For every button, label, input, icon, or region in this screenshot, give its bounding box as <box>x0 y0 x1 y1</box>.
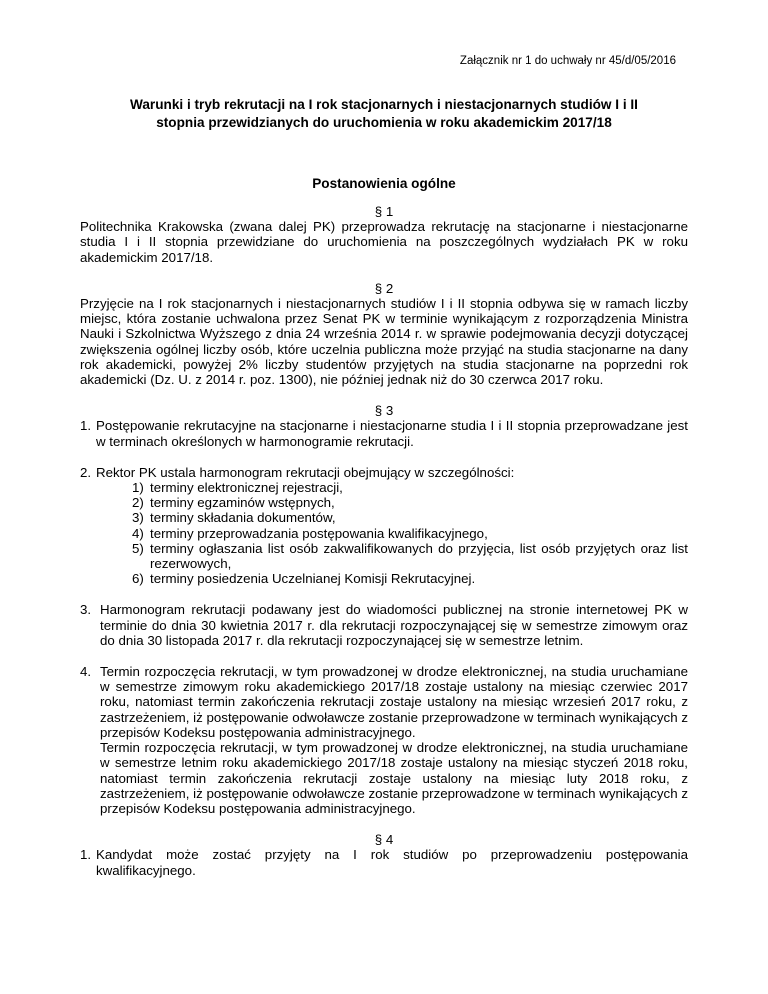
point-3-3 <box>80 602 688 648</box>
list-item-text: terminy składania dokumentów, <box>150 510 336 526</box>
document-title <box>80 96 688 132</box>
point-number: 1. <box>80 418 92 434</box>
paragraph-1-text: Politechnika Krakowska (zwana dalej PK) przeprowadza rekrutację na stacjonarne i niestacjonarne studia I i II stopnia przewidziane do uruchomienia na poszczególnych wydziałach PK w roku akademickim 2017/18. <box>80 219 688 265</box>
paragraph-3-heading: § 3 <box>374 403 394 419</box>
paragraph-2-heading: § 2 <box>374 280 394 296</box>
point-3-4 <box>80 664 688 816</box>
point-text: Postępowanie rekrutacyjne na stacjonarne i niestacjonarne studia I i II stopnia przeprowadzane jest w terminach określonych w harmonogramie rekrutacji. <box>96 418 688 449</box>
point-number: 3. <box>80 602 92 618</box>
list-item <box>80 526 688 541</box>
point-text: Kandydat może zostać przyjęty na I rok studiów po przeprowadzeniu postępowania kwalifikacyjnego. <box>96 847 688 878</box>
title-line-2: stopnia przewidzianych do uruchomienia w roku akademickim 2017/18 <box>156 115 612 130</box>
list-item-text: terminy przeprowadzania postępowania kwalifikacyjnego, <box>150 525 488 541</box>
list-item-text: terminy posiedzenia Uczelnianej Komisji Rekrutacyjnej. <box>150 571 476 587</box>
list-item-number: 5) <box>132 540 144 556</box>
point-number: 2. <box>80 464 92 480</box>
paragraph-2-text: Przyjęcie na I rok stacjonarnych i niestacjonarnych studiów I i II stopnia odbywa się w ramach liczby miejsc, która zostanie uchwalona przez Senat PK w terminie wynikającym z rozporządzenia Ministra Nauki i Szkolnictwa Wyższego z dnia 24 września 2014 r. w sprawie podejmowania decyzji dotyczącej zwiększenia ogólnej liczby osób, które uczelnia publiczna może przyjąć na studia stacjonarne na dany rok akademicki, powyżej 2% liczby studentów przyjętych na studia stacjonarne na poprzedni rok akademicki (Dz. U. z 2014 r. poz. 1300), nie później jednak niż do 30 czerwca 2017 roku. <box>80 296 688 388</box>
point-text: Harmonogram rekrutacji podawany jest do wiadomości publicznej na stronie internetowej PK w terminie do dnia 30 kwietnia 2017 r. dla rekrutacji rozpoczynającej się w semestrze zimowym oraz do dnia 30 listopada 2017 r. dla rekrutacji rozpoczynającej się w semestrze letnim. <box>100 602 688 648</box>
point-text-winter: Termin rozpoczęcia rekrutacji, w tym prowadzonej w drodze elektronicznej, na studia uruchamiane w semestrze zimowym roku akademickiego 2017/18 zostaje ustalony na miesiąc czerwiec 2017 roku, natomiast termin zakończenia rekrutacji zostaje ustalony na miesiąc wrzesień 2017 roku, z zastrzeżeniem, iż postępowanie odwoławcze zostanie przeprowadzone w terminach wynikających z przepisów Kodeksu postępowania administracyjnego. <box>100 664 688 740</box>
list-item-number: 6) <box>132 571 144 587</box>
list-item-text: terminy elektronicznej rejestracji, <box>150 480 343 496</box>
title-line-1: Warunki i tryb rekrutacji na I rok stacjonarnych i niestacjonarnych studiów I i II <box>130 97 638 112</box>
list-item <box>80 571 688 586</box>
point-number: 4. <box>80 664 92 680</box>
list-item <box>80 510 688 525</box>
list-item-number: 4) <box>132 525 144 541</box>
annex-note: Załącznik nr 1 do uchwały nr 45/d/05/2016 <box>459 55 676 67</box>
point-4-1 <box>80 847 688 877</box>
list-item-number: 3) <box>132 510 144 526</box>
list-item <box>80 495 688 510</box>
section-subheading: Postanowienia ogólne <box>312 176 456 191</box>
point-3-2 <box>80 465 688 480</box>
list-item-text: terminy egzaminów wstępnych, <box>150 495 335 511</box>
point-3-1 <box>80 418 688 448</box>
list-item-number: 2) <box>132 495 144 511</box>
document-body <box>80 204 688 878</box>
list-item <box>80 480 688 495</box>
list-item-text: terminy ogłaszania list osób zakwalifikowanych do przyjęcia, list osób przyjętych oraz list rezerwowych, <box>150 540 688 572</box>
paragraph-1-heading: § 1 <box>374 204 394 219</box>
point-text: Rektor PK ustala harmonogram rekrutacji obejmujący w szczególności: <box>96 464 515 480</box>
list-item-number: 1) <box>132 480 144 496</box>
paragraph-4-heading: § 4 <box>374 832 394 848</box>
list-item <box>80 541 688 571</box>
point-text-summer: Termin rozpoczęcia rekrutacji, w tym prowadzonej w drodze elektronicznej, na studia uruchamiane w semestrze letnim roku akademickiego 2017/18 zostaje ustalony na miesiąc styczeń 2018 roku, natomiast termin zakończenia rekrutacji zostaje ustalony na miesiąc luty 2018 roku, z zastrzeżeniem, iż postępowanie odwoławcze zostanie przeprowadzone w terminach wynikających z przepisów Kodeksu postępowania administracyjnego. <box>100 740 688 816</box>
point-number: 1. <box>80 847 92 863</box>
